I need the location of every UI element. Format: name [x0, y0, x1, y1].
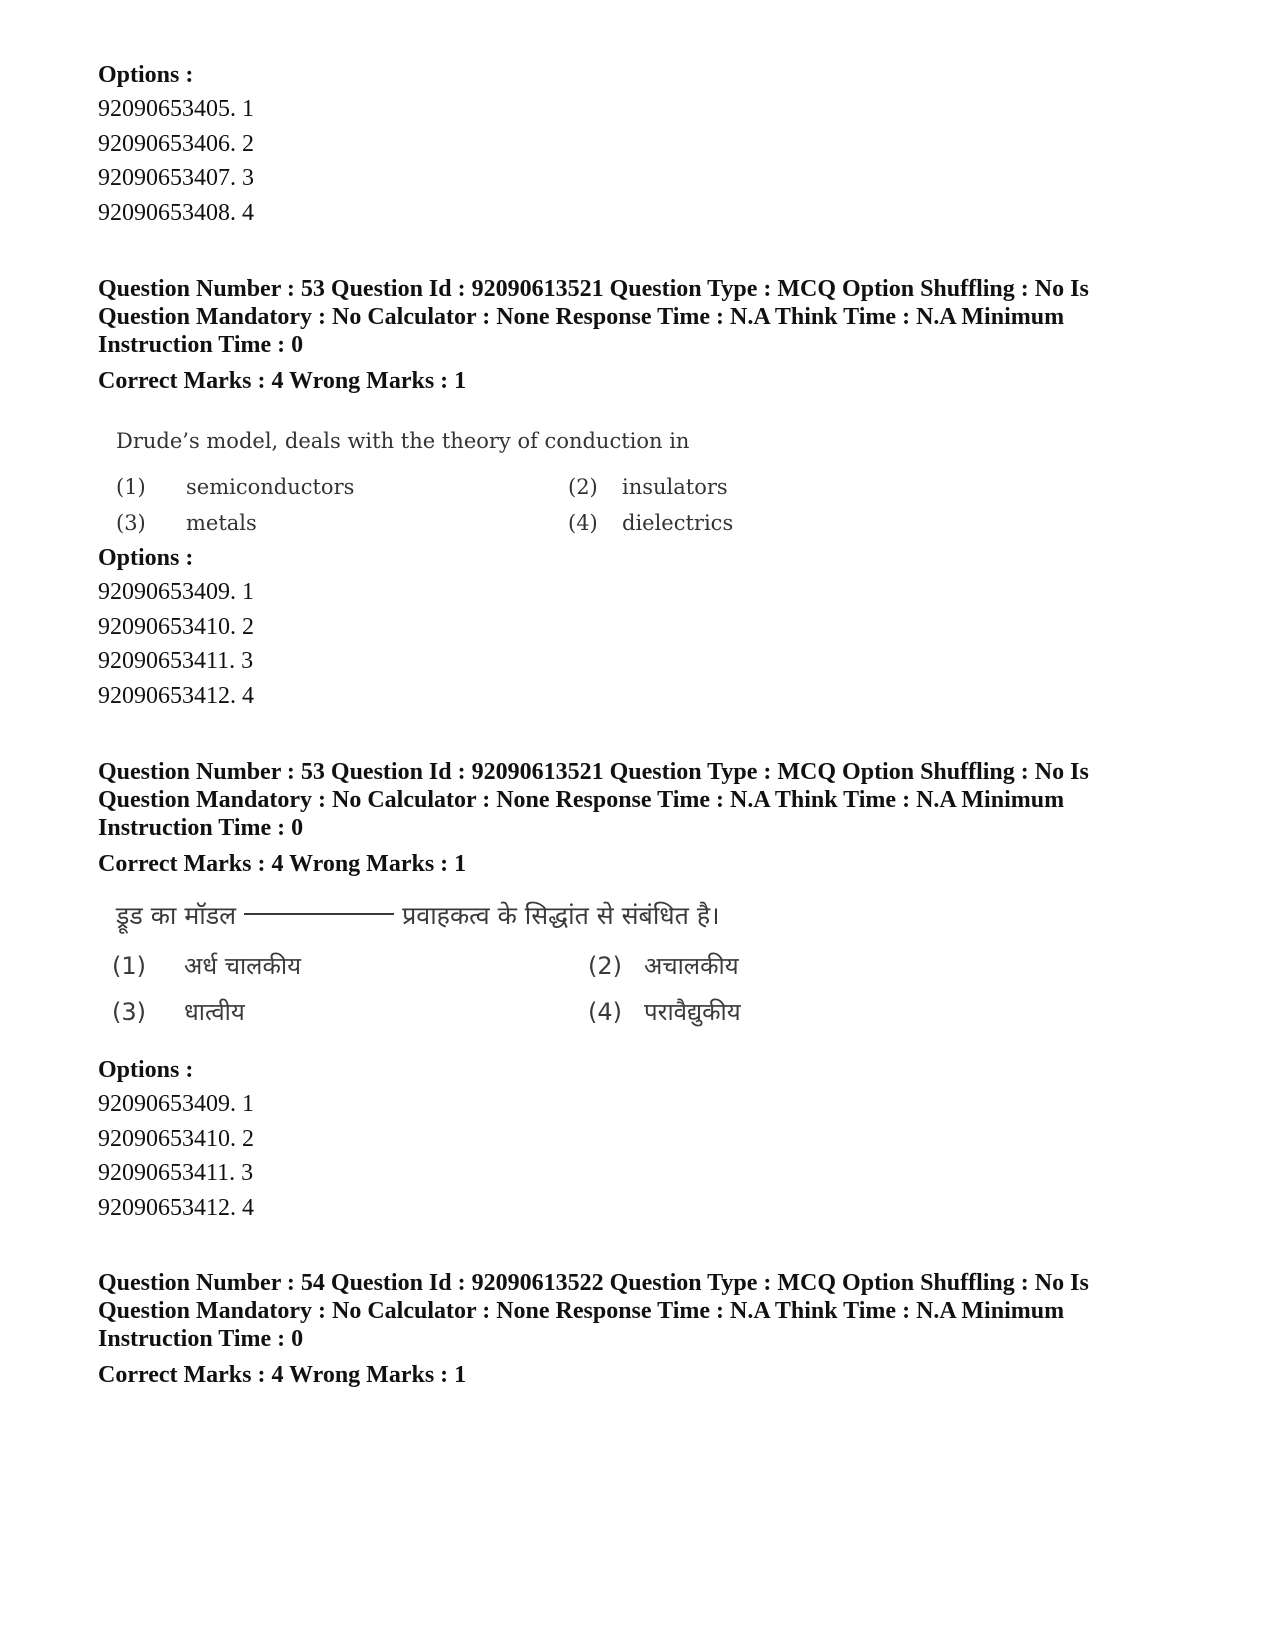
option-line: 92090653405. 1: [98, 96, 254, 122]
question-marks: Correct Marks : 4 Wrong Marks : 1: [98, 851, 467, 877]
question-header-54: [98, 1269, 1178, 1389]
options-title: Options :: [98, 545, 194, 571]
option-line: 92090653406. 2: [98, 130, 254, 157]
question-header-53-en: [98, 275, 1178, 395]
option-line: 92090653412. 4: [98, 682, 254, 709]
question-stem: ड्रूड का मॉडल प्रवाहकत्व के सिद्धांत से संबंधित है।: [116, 901, 720, 930]
option-line: 92090653410. 2: [98, 1125, 254, 1152]
option-line: 92090653410. 2: [98, 613, 254, 640]
option-line: 92090653407. 3: [98, 165, 254, 191]
question-marks: Correct Marks : 4 Wrong Marks : 1: [98, 368, 467, 394]
option-line: 92090653411. 3: [98, 1160, 254, 1186]
option-line: 92090653412. 4: [98, 1194, 254, 1221]
options-block-53-en: [98, 541, 1178, 713]
question-header-53-hi: [98, 758, 1178, 878]
options-block-52: [98, 58, 1178, 230]
question-body-53-en: Drude’s model, deals with the theory of conduction in (1) semiconductors (2) insulators (3) metals (4) dielectrics: [116, 429, 734, 535]
question-body-53-hi: ड्रूड का मॉडल प्रवाहकत्व के सिद्धांत से संबंधित है। (1) अर्ध चालकीय (2) अचालकीय (3) धात्वीय (4) परावैद्युकीय: [112, 901, 741, 1026]
options-title: Options :: [98, 1057, 194, 1083]
question-meta: Question Number : 53 Question Id : 92090613521 Question Type : MCQ Option Shuffling : No Is Question Mandatory : No Calculator : None Response Time : N.A Think Time : N.A Minimum Instruction Time : 0: [98, 759, 1089, 841]
option-line: 92090653409. 1: [98, 1091, 254, 1117]
question-meta: Question Number : 54 Question Id : 92090613522 Question Type : MCQ Option Shuffling : No Is Question Mandatory : No Calculator : None Response Time : N.A Think Time : N.A Minimum Instruction Time : 0: [98, 1270, 1089, 1352]
option-line: 92090653408. 4: [98, 199, 254, 226]
options-block-53-hi: [98, 1053, 1178, 1225]
option-line: 92090653411. 3: [98, 648, 254, 674]
options-title: Options :: [98, 62, 194, 88]
question-marks: Correct Marks : 4 Wrong Marks : 1: [98, 1362, 467, 1388]
blank-line: [244, 913, 394, 915]
option-line: 92090653409. 1: [98, 579, 254, 605]
question-stem: Drude’s model, deals with the theory of conduction in: [116, 429, 690, 453]
question-meta: Question Number : 53 Question Id : 92090613521 Question Type : MCQ Option Shuffling : No Is Question Mandatory : No Calculator : None Response Time : N.A Think Time : N.A Minimum Instruction Time : 0: [98, 276, 1089, 358]
